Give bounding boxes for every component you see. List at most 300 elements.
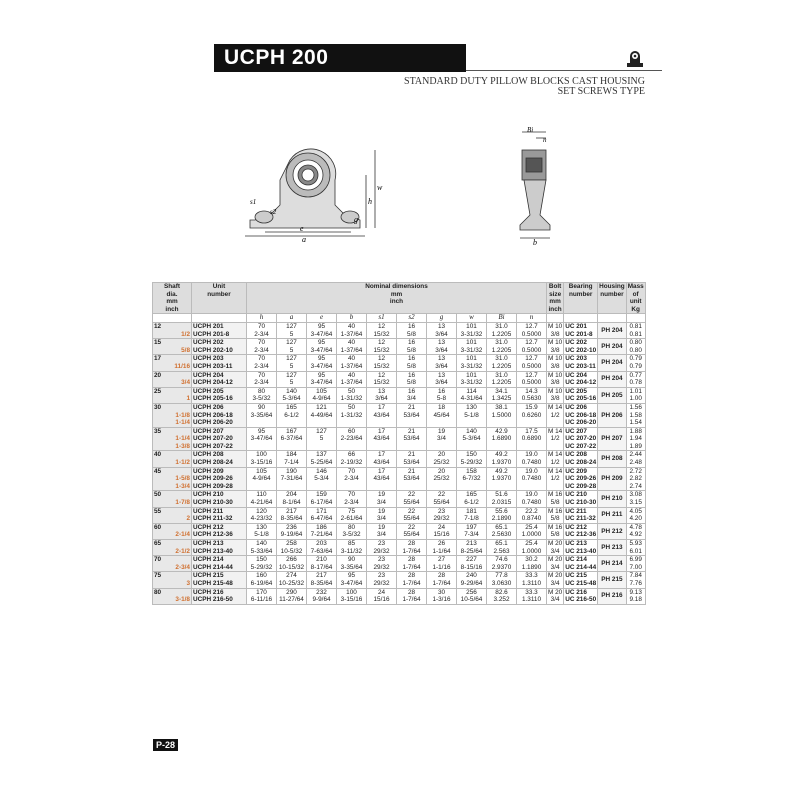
dim-e: 127 5 xyxy=(307,427,337,451)
dim-w: 227 8-15/16 xyxy=(457,556,487,572)
table-row xyxy=(153,572,646,588)
bearing-number: UC 214 UC 214-44 xyxy=(565,556,597,571)
dim-g: 24 15/16 xyxy=(427,523,457,539)
dim-e: 186 7-21/64 xyxy=(307,523,337,539)
mass: 2.72 2.82 2.74 xyxy=(626,467,645,491)
dim-h: 140 5-33/64 xyxy=(247,540,277,556)
housing-number: PH 205 xyxy=(598,387,627,403)
dim-Bi: 65.1 2.563 xyxy=(487,540,517,556)
table-row xyxy=(153,322,646,338)
bearing-number: UC 201 UC 201-8 xyxy=(564,322,598,338)
dim-g: 30 1-3/16 xyxy=(427,588,457,604)
dim-n: 17.5 0.6890 xyxy=(517,427,547,451)
dim-h: 70 2-3/4 xyxy=(247,339,277,355)
bolt-size: M 20 3/4 xyxy=(548,588,563,604)
mass: 4.78 4.92 xyxy=(626,523,645,539)
dim-n: 22.2 0.8740 xyxy=(517,507,547,523)
table-row xyxy=(153,451,646,467)
label-a: a xyxy=(302,235,306,244)
symbol-w: w xyxy=(457,314,487,323)
bolt-size: M 10 3/8 xyxy=(548,355,563,370)
dim-n: 15.9 0.6260 xyxy=(517,403,547,427)
shaft-dia: 70 2-3/4 xyxy=(154,556,190,571)
technical-drawing xyxy=(240,120,580,250)
dim-b: 90 3-35/64 xyxy=(337,556,367,572)
dim-h: 100 3-15/16 xyxy=(247,451,277,467)
unit-number: UCPH 208 UCPH 208-24 xyxy=(192,451,247,467)
dim-w: 101 3-31/32 xyxy=(457,322,487,338)
dim-s1: 23 29/32 xyxy=(367,556,397,572)
dim-g: 20 25/32 xyxy=(427,451,457,467)
dim-n: 33.3 1.3110 xyxy=(517,588,547,604)
mass: 1.56 1.58 1.54 xyxy=(626,403,645,427)
table-row xyxy=(153,467,646,491)
shaft-dia: 15 5/8 xyxy=(154,339,190,354)
unit-number: UCPH 204 UCPH 204-12 xyxy=(192,371,247,387)
dim-a: 290 11-27/64 xyxy=(277,588,307,604)
dim-w: 240 9-29/64 xyxy=(457,572,487,588)
table-row xyxy=(153,339,646,355)
unit-number: UCPH 206 UCPH 206-18 UCPH 206-20 xyxy=(192,403,247,427)
dim-b: 60 2-23/64 xyxy=(337,427,367,451)
dim-n: 19.0 0.7480 xyxy=(517,451,547,467)
housing-number: PH 204 xyxy=(598,339,627,355)
dim-Bi: 31.0 1.2205 xyxy=(487,371,517,387)
table-row xyxy=(153,403,646,427)
dim-Bi: 42.9 1.6890 xyxy=(487,427,517,451)
housing-number: PH 204 xyxy=(598,371,627,387)
symbol-h: h xyxy=(247,314,277,323)
dim-n: 25.4 1.0000 xyxy=(517,523,547,539)
bolt-size: M 20 3/4 xyxy=(548,572,563,587)
dim-a: 127 5 xyxy=(277,371,307,387)
dim-s2: 16 5/8 xyxy=(397,355,427,371)
dim-s2: 22 55/64 xyxy=(397,491,427,507)
dim-w: 114 4-31/64 xyxy=(457,387,487,403)
page-number: P-28 xyxy=(153,739,178,751)
bearing-number: UC 216 UC 216-50 xyxy=(565,588,597,604)
dim-s1: 23 29/32 xyxy=(367,572,397,588)
label-b: b xyxy=(533,238,537,247)
shaft-dia: 35 1-1/4 1-3/8 xyxy=(154,427,190,450)
dim-n: 33.3 1.3110 xyxy=(517,572,547,588)
bearing-number: UC 207 UC 207-20 UC 207-22 xyxy=(565,427,597,450)
header-nominal: Nominal dimensions mm inch xyxy=(247,283,547,314)
bolt-size: M 16 5/8 xyxy=(548,507,563,523)
dim-n: 12.7 0.5000 xyxy=(517,355,547,371)
dim-h: 170 6-11/16 xyxy=(247,588,277,604)
bolt-size: M 16 5/8 xyxy=(548,491,563,507)
dim-e: 232 9-9/64 xyxy=(307,588,337,604)
bolt-size: M 14 1/2 xyxy=(547,427,564,451)
side-view xyxy=(520,132,550,238)
housing-number: PH 212 xyxy=(598,523,627,539)
housing-number: PH 206 xyxy=(598,403,627,427)
dim-s1: 19 3/4 xyxy=(367,523,397,539)
unit-number: UCPH 216 UCPH 216-50 xyxy=(192,588,247,604)
dim-a: 236 9-19/64 xyxy=(277,523,307,539)
dim-n: 25.4 1.0000 xyxy=(517,540,547,556)
housing-number: PH 211 xyxy=(598,507,627,523)
dim-h: 90 3-35/64 xyxy=(247,403,277,427)
dim-s2: 28 1-7/64 xyxy=(397,572,427,588)
mass: 7.84 7.76 xyxy=(626,572,645,588)
bearing-number: UC 202 UC 202-10 xyxy=(565,339,597,354)
mass: 5.93 6.01 xyxy=(626,540,645,556)
dim-s2: 28 1-7/64 xyxy=(397,556,427,572)
title-bar xyxy=(152,44,662,72)
mass: 0.77 0.78 xyxy=(626,371,645,387)
shaft-dia: 80 3-1/8 xyxy=(154,588,190,604)
dim-e: 105 4-9/64 xyxy=(307,387,337,403)
shaft-dia: 75 3 xyxy=(154,572,190,587)
dim-Bi: 82.6 3.252 xyxy=(487,588,517,604)
dim-h: 80 3-5/32 xyxy=(247,387,277,403)
bearing-number: UC 212 UC 212-36 xyxy=(565,523,597,539)
dim-g: 13 3/64 xyxy=(427,339,457,355)
shaft-dia: 12 1/2 xyxy=(154,322,190,338)
table-row xyxy=(153,507,646,523)
symbol-a: a xyxy=(277,314,307,323)
dim-s2: 22 55/64 xyxy=(397,507,427,523)
table-row xyxy=(153,427,646,451)
dim-s2: 22 55/64 xyxy=(397,523,427,539)
dim-b: 70 2-3/4 xyxy=(337,467,367,491)
dim-s2: 16 5/8 xyxy=(397,371,427,387)
dim-s1: 12 15/32 xyxy=(367,371,397,387)
dim-b: 50 1-31/32 xyxy=(337,403,367,427)
dim-b: 85 3-11/32 xyxy=(337,540,367,556)
table-row xyxy=(153,387,646,403)
dim-h: 110 4-21/64 xyxy=(247,491,277,507)
bolt-size: M 16 5/8 xyxy=(548,523,563,539)
header-mass: Mass of unit Kg xyxy=(627,283,644,313)
mass: 0.79 0.79 xyxy=(626,355,645,371)
dim-g: 13 3/64 xyxy=(427,355,457,371)
dim-w: 130 5-1/8 xyxy=(457,403,487,427)
unit-number: UCPH 202 UCPH 202-10 xyxy=(192,339,247,355)
shaft-dia: 17 11/16 xyxy=(154,355,190,370)
unit-number: UCPH 214 UCPH 214-44 xyxy=(192,556,247,572)
dim-e: 217 8-35/64 xyxy=(307,572,337,588)
shaft-dia: 60 2-1/4 xyxy=(154,523,190,539)
symbol-s2: s2 xyxy=(397,314,427,323)
table-row xyxy=(153,540,646,556)
dim-g: 23 29/32 xyxy=(427,507,457,523)
dim-g: 13 3/64 xyxy=(427,322,457,338)
label-s1: s1 xyxy=(250,198,257,206)
bearing-number: UC 203 UC 203-11 xyxy=(565,355,596,370)
unit-number: UCPH 210 UCPH 210-30 xyxy=(192,491,247,507)
pillow-block-icon xyxy=(626,46,644,68)
dim-a: 258 10-5/32 xyxy=(277,540,307,556)
dim-e: 95 3-47/64 xyxy=(307,339,337,355)
dim-w: 213 8-25/64 xyxy=(457,540,487,556)
dim-n: 12.7 0.5000 xyxy=(517,339,547,355)
dim-e: 171 6-47/64 xyxy=(307,507,337,523)
dim-h: 70 2-3/4 xyxy=(247,355,277,371)
bearing-number: UC 211 UC 211-32 xyxy=(565,507,596,523)
dim-w: 197 7-3/4 xyxy=(457,523,487,539)
dim-s1: 17 43/64 xyxy=(367,451,397,467)
dim-b: 50 1-31/32 xyxy=(337,387,367,403)
title-rule xyxy=(466,70,662,71)
header-bolt: Bolt size mm inch xyxy=(547,283,564,314)
dim-Bi: 51.6 2.0315 xyxy=(487,491,517,507)
label-g: g xyxy=(354,215,358,224)
shaft-dia: 45 1-5/8 1-3/4 xyxy=(154,467,190,490)
dim-e: 203 7-63/64 xyxy=(307,540,337,556)
mass: 0.81 0.81 xyxy=(626,322,645,338)
symbol-e: e xyxy=(307,314,337,323)
bearing-number: UC 206 UC 206-18 UC 206-20 xyxy=(565,403,597,427)
dim-w: 165 6-1/2 xyxy=(457,491,487,507)
housing-number: PH 216 xyxy=(598,588,627,604)
dim-a: 127 5 xyxy=(277,355,307,371)
dim-e: 95 3-47/64 xyxy=(307,322,337,338)
header-bearing: Bearing number xyxy=(564,283,598,314)
dim-h: 130 5-1/8 xyxy=(247,523,277,539)
unit-number: UCPH 215 UCPH 215-48 xyxy=(192,572,247,588)
housing-number: PH 207 xyxy=(598,427,627,451)
mass: 6.99 7.00 xyxy=(626,556,645,572)
dim-a: 274 10-25/32 xyxy=(277,572,307,588)
label-e: e xyxy=(300,224,304,233)
table-row xyxy=(153,491,646,507)
dim-s1: 23 29/32 xyxy=(367,540,397,556)
dim-w: 101 3-31/32 xyxy=(457,355,487,371)
dim-w: 158 6-7/32 xyxy=(457,467,487,491)
mass: 2.44 2.48 xyxy=(626,451,645,467)
label-n: n xyxy=(543,136,547,144)
dim-e: 121 4-49/64 xyxy=(307,403,337,427)
shaft-dia: 25 1 xyxy=(154,387,190,403)
dim-Bi: 65.1 2.5630 xyxy=(487,523,517,539)
mass: 1.88 1.94 1.89 xyxy=(626,427,645,451)
symbol-n: n xyxy=(517,314,547,323)
bolt-size: M 10 3/8 xyxy=(548,339,563,354)
dim-Bi: 31.0 1.2205 xyxy=(487,339,517,355)
dim-Bi: 34.1 1.3425 xyxy=(487,387,517,403)
header-unit: Unit number xyxy=(192,283,247,314)
bearing-number: UC 209 UC 209-26 UC 209-28 xyxy=(565,467,597,490)
mass: 3.08 3.15 xyxy=(626,491,645,507)
dim-s2: 28 1-7/64 xyxy=(397,588,427,604)
housing-number: PH 215 xyxy=(598,572,627,588)
dim-b: 40 1-37/64 xyxy=(337,355,367,371)
mass: 1.01 1.00 xyxy=(626,387,645,403)
dim-b: 40 1-37/64 xyxy=(337,322,367,338)
dim-a: 190 7-31/64 xyxy=(277,467,307,491)
dim-b: 66 2-19/32 xyxy=(337,451,367,467)
table-row xyxy=(153,371,646,387)
dim-s1: 17 43/64 xyxy=(367,427,397,451)
symbol-s1: s1 xyxy=(367,314,397,323)
dim-e: 95 3-47/64 xyxy=(307,371,337,387)
dim-a: 127 5 xyxy=(277,322,307,338)
dim-s2: 21 53/64 xyxy=(397,427,427,451)
dim-a: 165 6-1/2 xyxy=(277,403,307,427)
dim-s1: 12 15/32 xyxy=(367,322,397,338)
bearing-number: UC 204 UC 204-12 xyxy=(565,371,597,387)
dim-s1: 12 15/32 xyxy=(367,355,397,371)
dim-h: 150 5-29/32 xyxy=(247,556,277,572)
dim-h: 105 4-9/64 xyxy=(247,467,277,491)
mass: 4.05 4.20 xyxy=(626,507,645,523)
dim-b: 40 1-37/64 xyxy=(337,339,367,355)
dim-a: 217 8-35/64 xyxy=(277,507,307,523)
dim-g: 19 3/4 xyxy=(427,427,457,451)
dim-s2: 21 53/64 xyxy=(397,467,427,491)
dim-s2: 21 53/64 xyxy=(397,403,427,427)
unit-number: UCPH 207 UCPH 207-20 UCPH 207-22 xyxy=(192,427,247,451)
bearing-number: UC 213 UC 213-40 xyxy=(565,540,597,555)
dim-e: 137 5-25/64 xyxy=(307,451,337,467)
dim-b: 75 2-61/64 xyxy=(337,507,367,523)
dim-s1: 24 15/16 xyxy=(367,588,397,604)
dim-n: 19.0 0.7480 xyxy=(517,467,547,491)
bolt-size: M 20 3/4 xyxy=(548,540,563,555)
dim-w: 140 5-3/64 xyxy=(457,427,487,451)
housing-number: PH 204 xyxy=(598,355,627,371)
shaft-dia: 50 1-7/8 xyxy=(154,491,190,507)
housing-number: PH 213 xyxy=(598,540,627,556)
dim-e: 159 6-17/64 xyxy=(307,491,337,507)
shaft-dia: 65 2-1/2 xyxy=(154,540,190,555)
dim-s2: 28 1-7/64 xyxy=(397,540,427,556)
mass: 9.13 9.18 xyxy=(626,588,645,604)
dim-s1: 13 3/64 xyxy=(367,387,397,403)
symbol-b: b xyxy=(337,314,367,323)
label-Bi: Bi xyxy=(527,126,534,134)
dim-b: 80 3-5/32 xyxy=(337,523,367,539)
dim-s2: 21 53/64 xyxy=(397,451,427,467)
dim-w: 101 3-31/32 xyxy=(457,339,487,355)
dim-h: 70 2-3/4 xyxy=(247,371,277,387)
bearing-number: UC 210 UC 210-30 xyxy=(565,491,597,507)
dim-g: 20 25/32 xyxy=(427,467,457,491)
dim-Bi: 31.0 1.2205 xyxy=(487,322,517,338)
subtitle-line-1: STANDARD DUTY PILLOW BLOCKS CAST HOUSING xyxy=(404,76,645,87)
unit-number: UCPH 209 UCPH 209-26 UCPH 209-28 xyxy=(192,467,247,491)
dim-a: 167 6-37/64 xyxy=(277,427,307,451)
dim-g: 13 3/64 xyxy=(427,371,457,387)
dim-s2: 16 5/8 xyxy=(397,322,427,338)
dim-a: 184 7-1/4 xyxy=(277,451,307,467)
dim-n: 12.7 0.5000 xyxy=(517,371,547,387)
dim-Bi: 38.1 1.5000 xyxy=(487,403,517,427)
header-housing: Housing number xyxy=(598,283,627,314)
page-title: UCPH 200 xyxy=(224,46,329,69)
dim-b: 95 3-47/64 xyxy=(337,572,367,588)
unit-number: UCPH 203 UCPH 203-11 xyxy=(192,355,247,371)
unit-number: UCPH 205 UCPH 205-16 xyxy=(192,387,247,403)
dim-n: 19.0 0.7480 xyxy=(517,491,547,507)
dim-Bi: 31.0 1.2205 xyxy=(487,355,517,371)
dim-w: 256 10-5/64 xyxy=(457,588,487,604)
dim-g: 18 45/64 xyxy=(427,403,457,427)
bolt-size: M 14 1/2 xyxy=(547,467,564,491)
bolt-size: M 14 1/2 xyxy=(548,451,563,467)
dim-n: 30.2 1.1890 xyxy=(517,556,547,572)
dim-s2: 16 5/8 xyxy=(397,339,427,355)
dim-s1: 17 43/64 xyxy=(367,403,397,427)
bearing-number: UC 205 UC 205-16 xyxy=(565,387,597,403)
dimension-table xyxy=(152,282,646,605)
unit-number: UCPH 201 UCPH 201-8 xyxy=(192,322,247,338)
dim-h: 160 6-19/64 xyxy=(247,572,277,588)
bolt-size: M 10 3/8 xyxy=(548,322,563,338)
dim-s2: 16 3/4 xyxy=(397,387,427,403)
dim-g: 26 1-1/64 xyxy=(427,540,457,556)
dim-Bi: 74.6 2.9370 xyxy=(487,556,517,572)
bolt-size: M 14 1/2 xyxy=(547,403,564,427)
housing-number: PH 208 xyxy=(598,451,627,467)
unit-number: UCPH 212 UCPH 212-36 xyxy=(192,523,247,539)
bearing-number: UC 208 UC 208-24 xyxy=(565,451,597,467)
mass: 0.80 0.80 xyxy=(626,339,645,355)
dim-n: 14.3 0.5630 xyxy=(517,387,547,403)
dim-w: 181 7-1/8 xyxy=(457,507,487,523)
table-row xyxy=(153,588,646,604)
bolt-size: M 20 3/4 xyxy=(548,556,563,571)
dim-w: 150 5-29/32 xyxy=(457,451,487,467)
label-s2: s2 xyxy=(270,208,277,216)
dim-e: 146 5-3/4 xyxy=(307,467,337,491)
bolt-size: M 10 3/8 xyxy=(548,387,563,403)
dim-w: 101 3-31/32 xyxy=(457,371,487,387)
shaft-dia: 55 2 xyxy=(154,507,190,523)
dim-e: 95 3-47/64 xyxy=(307,355,337,371)
dim-h: 70 2-3/4 xyxy=(247,322,277,338)
table-row xyxy=(153,523,646,539)
unit-number: UCPH 213 UCPH 213-40 xyxy=(192,540,247,556)
header-shaft: Shaft dia. mm inch xyxy=(153,283,192,314)
dim-a: 127 5 xyxy=(277,339,307,355)
dim-b: 100 3-15/16 xyxy=(337,588,367,604)
shaft-dia: 30 1-1/8 1-1/4 xyxy=(154,403,190,427)
housing-number: PH 204 xyxy=(598,322,627,338)
dim-Bi: 49.2 1.9370 xyxy=(487,467,517,491)
housing-number: PH 209 xyxy=(598,467,627,491)
dim-s1: 12 15/32 xyxy=(367,339,397,355)
dim-g: 28 1-7/64 xyxy=(427,572,457,588)
table-row xyxy=(153,556,646,572)
bolt-size: M 10 3/8 xyxy=(548,371,563,387)
dim-s1: 19 3/4 xyxy=(367,507,397,523)
dim-b: 40 1-37/64 xyxy=(337,371,367,387)
housing-number: PH 214 xyxy=(598,556,627,572)
dim-s1: 17 43/64 xyxy=(367,467,397,491)
housing-number: PH 210 xyxy=(598,491,627,507)
dim-a: 204 8-1/64 xyxy=(277,491,307,507)
subtitle xyxy=(404,77,645,97)
dim-e: 210 8-17/64 xyxy=(307,556,337,572)
dim-Bi: 77.8 3.0630 xyxy=(487,572,517,588)
dim-s1: 19 3/4 xyxy=(367,491,397,507)
dim-g: 16 5-8 xyxy=(427,387,457,403)
label-h: h xyxy=(368,197,372,206)
dim-a: 140 5-3/64 xyxy=(277,387,307,403)
symbol-g: g xyxy=(427,314,457,323)
dim-h: 120 4-23/32 xyxy=(247,507,277,523)
dim-g: 27 1-1/16 xyxy=(427,556,457,572)
dim-b: 70 2-3/4 xyxy=(337,491,367,507)
dim-Bi: 49.2 1.9370 xyxy=(487,451,517,467)
dim-Bi: 55.6 2.1890 xyxy=(487,507,517,523)
shaft-dia: 40 1-1/2 xyxy=(154,451,190,467)
dim-a: 266 10-15/32 xyxy=(277,556,307,572)
